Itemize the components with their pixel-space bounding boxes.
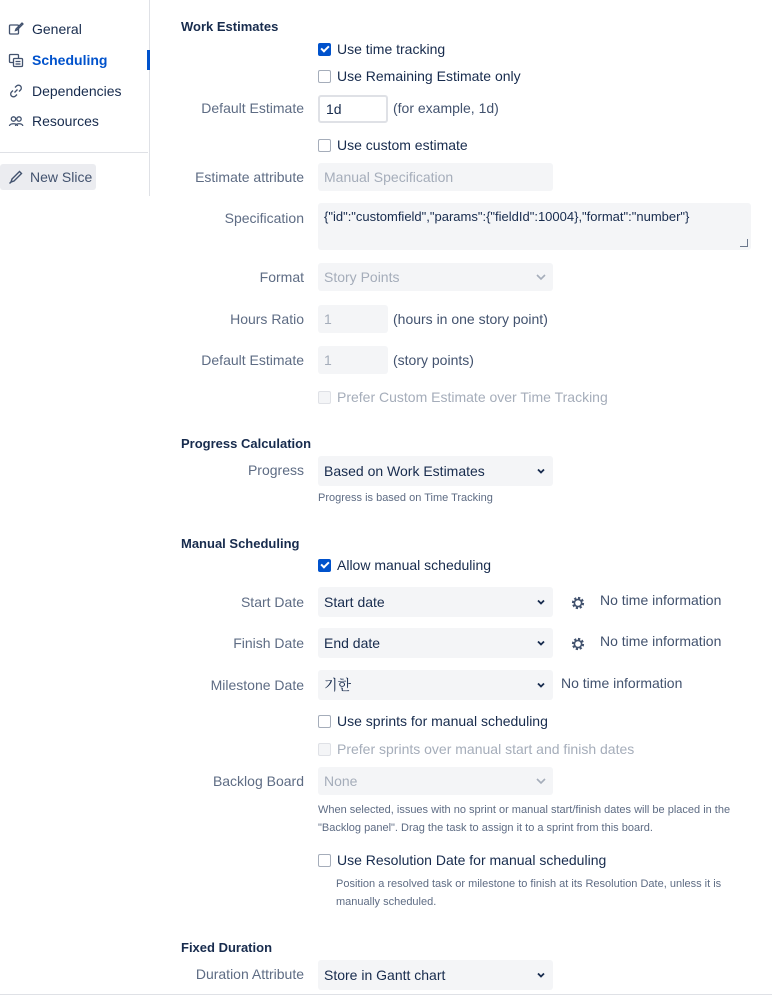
select-value: None	[324, 773, 358, 789]
milestone-date-label: Milestone Date	[210, 677, 304, 693]
checkbox-label: Use Remaining Estimate only	[337, 68, 521, 84]
select-value: Based on Work Estimates	[324, 463, 485, 479]
checkbox-box[interactable]	[318, 391, 331, 404]
estimate-attribute-input[interactable]: Manual Specification	[318, 163, 553, 191]
chevron-down-icon	[535, 637, 547, 649]
checkbox-label: Use time tracking	[337, 41, 446, 57]
checkbox-label: Use custom estimate	[337, 137, 468, 153]
chevron-down-icon	[535, 969, 547, 981]
gear-icon[interactable]	[570, 636, 586, 652]
bottom-divider	[0, 994, 772, 995]
gear-icon[interactable]	[570, 595, 586, 611]
fixed-duration-title: Fixed Duration	[181, 940, 273, 955]
use-remaining-only-checkbox[interactable]	[318, 68, 521, 84]
duration-attribute-label: Duration Attribute	[195, 966, 304, 982]
link-icon	[8, 83, 24, 99]
default-estimate2-input[interactable]: 1	[318, 346, 388, 374]
finish-date-label: Finish Date	[233, 635, 304, 651]
default-estimate2-label: Default Estimate	[201, 352, 304, 368]
checkbox-box[interactable]	[318, 559, 331, 572]
chevron-down-icon	[535, 596, 547, 608]
milestone-date-select[interactable]	[318, 670, 553, 700]
prefer-custom-estimate-checkbox[interactable]	[318, 389, 608, 405]
checkbox-box[interactable]	[318, 43, 331, 56]
settings-sidebar	[0, 0, 150, 196]
sidebar-item-general[interactable]	[0, 15, 146, 43]
chevron-down-icon	[535, 775, 547, 787]
default-estimate-input[interactable]: 1d	[318, 95, 388, 123]
sidebar-item-label: General	[32, 21, 82, 37]
sidebar-item-resources[interactable]	[0, 107, 146, 135]
checkbox-label: Use Resolution Date for manual scheduling	[337, 852, 607, 868]
pencil-icon	[8, 169, 24, 185]
hours-ratio-hint: (hours in one story point)	[393, 311, 548, 327]
checkbox-box[interactable]	[318, 139, 331, 152]
chevron-down-icon	[535, 465, 547, 477]
duration-attribute-select[interactable]	[318, 960, 553, 990]
sidebar-item-label: Scheduling	[32, 52, 108, 68]
select-value: Store in Gantt chart	[324, 967, 446, 983]
resize-handle[interactable]	[740, 239, 748, 247]
select-value: Story Points	[324, 269, 400, 285]
edit-settings-icon	[8, 21, 24, 37]
specification-text: {"id":"customfield","params":{"fieldId":10004},"format":"number"}	[324, 209, 690, 224]
progress-hint: Progress is based on Time Tracking	[318, 492, 493, 504]
backlog-board-hint: When selected, issues with no sprint or manual start/finish dates will be placed in the "Backlog panel". Drag the task to assign it to a sprint from this board.	[318, 804, 731, 834]
chevron-down-icon	[535, 679, 547, 691]
backlog-board-select[interactable]	[318, 767, 553, 795]
resolution-date-hint: Position a resolved task or milestone to finish at its Resolution Date, unless it is manually scheduled.	[336, 878, 722, 908]
checkbox-label: Prefer Custom Estimate over Time Tracking	[337, 389, 608, 405]
new-slice-label: New Slice	[30, 169, 93, 185]
active-indicator	[147, 50, 150, 70]
hours-ratio-label: Hours Ratio	[230, 311, 304, 327]
checkbox-label: Use sprints for manual scheduling	[337, 713, 548, 729]
progress-calculation-title: Progress Calculation	[181, 436, 312, 451]
backlog-board-label: Backlog Board	[212, 773, 304, 789]
use-custom-estimate-checkbox[interactable]	[318, 137, 468, 153]
hours-ratio-input[interactable]: 1	[318, 305, 388, 333]
manual-scheduling-title: Manual Scheduling	[181, 536, 300, 551]
specification-label: Specification	[224, 210, 304, 226]
checkbox-label: Prefer sprints over manual start and finish dates	[337, 741, 635, 757]
people-icon	[8, 113, 24, 129]
use-resolution-date-checkbox[interactable]	[318, 852, 606, 868]
work-estimates-title: Work Estimates	[181, 19, 279, 34]
start-date-label: Start Date	[240, 594, 304, 610]
use-sprints-checkbox[interactable]	[318, 713, 548, 729]
select-value: End date	[324, 635, 381, 651]
calendar-icon	[8, 52, 24, 68]
checkbox-box[interactable]	[318, 715, 331, 728]
select-value: Start date	[324, 594, 385, 610]
estimate-attribute-label: Estimate attribute	[195, 169, 304, 185]
sidebar-item-scheduling[interactable]	[0, 46, 146, 74]
sidebar-item-dependencies[interactable]	[0, 77, 146, 105]
specification-textarea[interactable]	[318, 203, 751, 250]
chevron-down-icon	[535, 271, 547, 283]
default-estimate2-hint: (story points)	[393, 352, 474, 368]
milestone-time-info: No time information	[561, 675, 683, 691]
progress-select[interactable]	[318, 456, 553, 486]
format-select[interactable]	[318, 263, 553, 291]
checkbox-box[interactable]	[318, 70, 331, 83]
prefer-sprints-checkbox[interactable]	[318, 741, 634, 757]
finish-date-select[interactable]	[318, 628, 553, 658]
default-estimate-label: Default Estimate	[201, 100, 304, 116]
sidebar-item-label: Dependencies	[32, 83, 122, 99]
finish-time-info: No time information	[600, 633, 722, 649]
checkbox-box[interactable]	[318, 854, 331, 867]
sidebar-divider	[0, 152, 148, 153]
new-slice-button[interactable]	[0, 164, 96, 190]
checkbox-box[interactable]	[318, 743, 331, 756]
select-value: 기한	[324, 677, 352, 693]
start-date-select[interactable]	[318, 587, 553, 617]
default-estimate-hint: (for example, 1d)	[393, 100, 499, 116]
use-time-tracking-checkbox[interactable]	[318, 41, 445, 57]
start-time-info: No time information	[600, 592, 722, 608]
allow-manual-scheduling-checkbox[interactable]	[318, 557, 491, 573]
checkbox-label: Allow manual scheduling	[337, 557, 492, 573]
progress-label: Progress	[247, 462, 304, 478]
format-label: Format	[259, 269, 304, 285]
sidebar-item-label: Resources	[32, 113, 99, 129]
